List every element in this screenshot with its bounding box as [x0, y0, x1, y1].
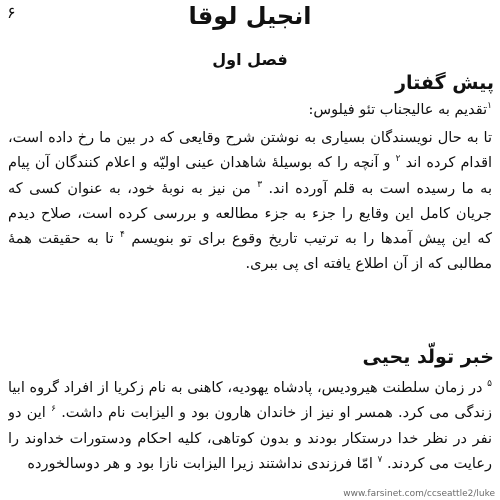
verse-text: امّا فرزندی نداشتند زیرا الیزابت نازا بود و هر دوسالخورده: [27, 455, 373, 472]
verse-number: ۴: [120, 230, 125, 241]
watermark-url: www.farsinet.com/ccseattle2/luke: [343, 489, 495, 499]
paragraph-preface: [8, 126, 492, 278]
verse-text: در زمان سلطنت هیرودیس، پادشاه یهودیه، کاهنی به نام زکریا از افراد گروه ابیا زندگی می کرد. همسر او نیز از خاندان هارون بود و الیزابت نام داشت.: [8, 380, 492, 422]
verse-number: ۵: [487, 379, 492, 389]
paragraph-birth-of-john: [8, 376, 492, 498]
verse-number: ۱: [487, 101, 492, 111]
verse-text: تقدیم به عالیجناب تئو فیلوس:: [308, 102, 488, 118]
verse-text: این دو نفر در نظر خدا درستکار بودند و بدون کوتاهی، کلیه احکام ودستورات خداوند را رعایت می کردند.: [8, 405, 492, 472]
verse-number: ۶: [51, 404, 56, 415]
page-number: ۶: [7, 3, 16, 22]
book-title: انجیل لوقا: [188, 2, 312, 30]
paragraph-dedication: [8, 98, 492, 123]
verse-number: ۷: [377, 454, 383, 465]
verse-text: تا به حقیقت همهٔ مطالبی که از آن اطلاع یافته ای پی ببری.: [8, 231, 492, 273]
verse-text: تا به حال نویسندگان بسیاری به نوشتن شرح وقایعی که در بین ما رخ داده است، اقدام کرده اند: [8, 130, 493, 172]
chapter-title: فصل اول: [212, 50, 288, 69]
verse-text: و آنچه را که بوسیلهٔ شاهدان عینی اولیّه و اعلام کنندگان آن پیام به ما رسیده است به قلم آورده اند.: [8, 155, 492, 197]
section-heading-birth-of-john: خبر تولّد یحیی: [362, 346, 494, 368]
verse-text: من نیز به نوبهٔ خود، به عنوان کسی که جریان کامل این وقایع را جزء به جزء مطالعه و بررسی کرده است، صلاح دیدم که این پیش آمدها را به ترتیب تاریخ وقوع برای تو بنویسم: [8, 180, 493, 248]
section-heading-preface: پیش گفتار: [395, 72, 494, 94]
verse-number: ۲: [395, 154, 401, 165]
verse-number: ۳: [257, 179, 263, 190]
